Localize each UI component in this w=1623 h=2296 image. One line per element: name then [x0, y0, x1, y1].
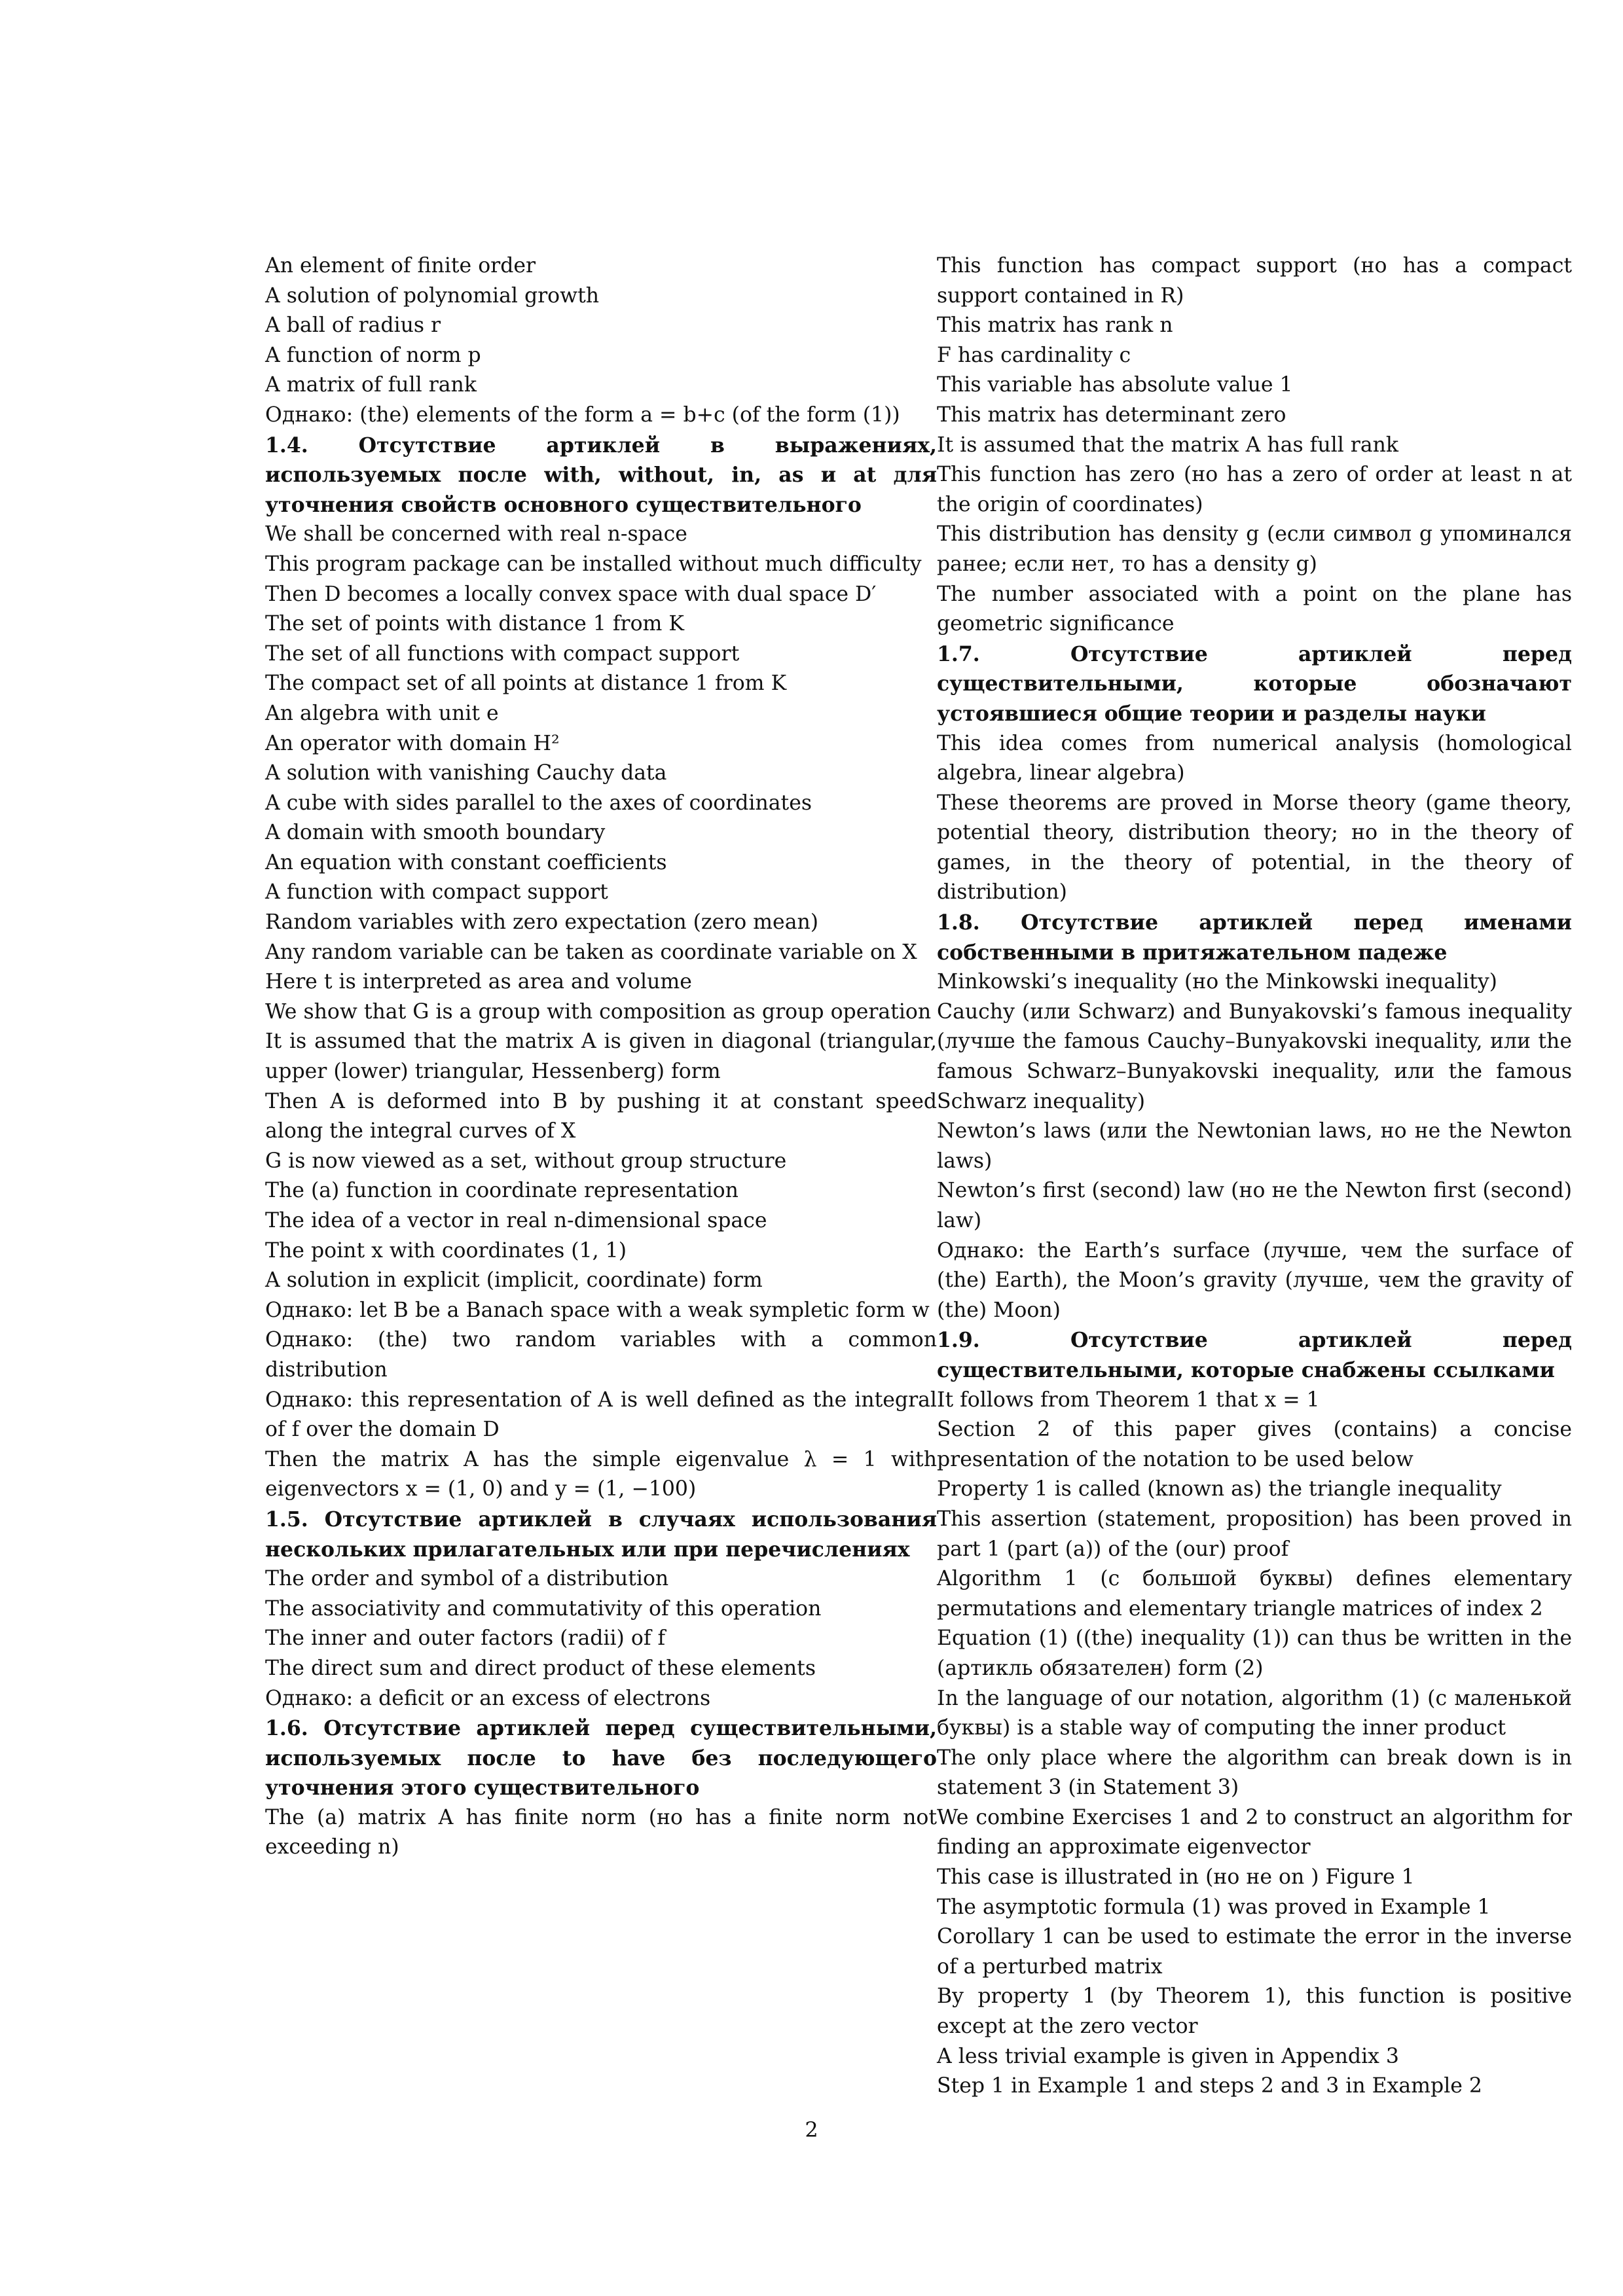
list-item: The point x with coordinates (1, 1) [265, 1238, 627, 1263]
list-item: It follows from Theorem 1 that x = 1 [937, 1388, 1320, 1412]
section-heading: 1.7. Отсутствие артиклей перед существительными, которые обозначают устоявшиеся общие теории и разделы науки [937, 641, 1572, 726]
list-item: This assertion (statement, proposition) has been proved in part 1 (part (a)) of the (our) proof [937, 1507, 1572, 1561]
list-item: Then A is deformed into B by pushing it at constant speed along the integral curves of X [265, 1089, 937, 1143]
list-item: A matrix of full rank [265, 373, 477, 397]
list-item: The set of all functions with compact support [265, 641, 740, 666]
list-item: We show that G is a group with composition as group operation [265, 999, 932, 1024]
list-item: A domain with smooth boundary [265, 821, 606, 845]
list-item: A cube with sides parallel to the axes of coordinates [265, 791, 812, 815]
section-heading: 1.5. Отсутствие артиклей в случаях использования нескольких прилагательных или при перечислениях [265, 1507, 937, 1562]
list-item: The inner and outer factors (radii) of f [265, 1626, 666, 1651]
list-item: F has cardinality c [937, 343, 1131, 367]
page-number: 2 [805, 2117, 818, 2142]
list-item: This function has compact support (но has a compact support contained in R) [937, 254, 1572, 308]
section-1-4 [265, 431, 937, 1505]
list-item: Algorithm 1 (с большой буквы) defines elementary permutations and elementary triangle matrices of index 2 [937, 1567, 1572, 1621]
list-item: The order and symbol of a distribution [265, 1567, 669, 1591]
list-item: The set of points with distance 1 from K [265, 612, 684, 636]
list-item: An operator with domain H² [265, 731, 560, 755]
list-item: Однако: this representation of A is well defined as the integral of f over the domain D [265, 1388, 937, 1442]
list-item: A function with compact support [265, 880, 608, 905]
list-item: The (a) function in coordinate representation [265, 1179, 739, 1203]
section-1-5 [265, 1505, 937, 1713]
list-item: A less trivial example is given in Appendix 3 [937, 2044, 1399, 2068]
list-item: Однако: let B be a Banach space with a weak sympletic form w [265, 1298, 930, 1322]
list-item: Property 1 is called (known as) the triangle inequality [937, 1477, 1502, 1501]
list-item: A solution in explicit (implicit, coordinate) form [265, 1268, 763, 1293]
list-item: This variable has absolute value 1 [937, 373, 1293, 397]
list-item: This matrix has rank n [937, 314, 1173, 338]
list-item: The idea of a vector in real n-dimensional space [265, 1209, 767, 1232]
section-1-9 [937, 1325, 1572, 2101]
list-item: The (a) matrix A has finite norm (но has a finite norm not exceeding n) [265, 1805, 937, 1859]
list-item: This idea comes from numerical analysis (homological algebra, linear algebra) [937, 731, 1572, 785]
list-item: A function of norm p [265, 343, 481, 367]
section-1-7 [937, 639, 1572, 908]
section-1-6 [265, 1713, 937, 1863]
list-item: Section 2 of this paper gives (contains) a concise presentation of the notation to be used below [937, 1418, 1572, 1471]
list-item: Here t is interpreted as area and volume [265, 970, 692, 994]
left-column [265, 251, 937, 1863]
list-item: This distribution has density g (если символ g упоминался ранее; если нет, то has a density g) [937, 522, 1572, 576]
list-item: Newton’s laws (или the Newtonian laws, но не the Newton laws) [937, 1119, 1572, 1173]
list-item: Однако: the Earth’s surface (лучше, чем the surface of (the) Earth), the Moon’s gravity (лучше, чем the gravity of (the) Moon) [937, 1238, 1572, 1322]
list-item: G is now viewed as a set, without group structure [265, 1149, 787, 1173]
intro-list [265, 251, 937, 431]
list-item: By property 1 (by Theorem 1), this function is positive except at the zero vector [937, 1984, 1572, 2039]
list-item: Equation (1) ((the) inequality (1)) can thus be written in the (артикль обязателен) form (2) [937, 1626, 1572, 1680]
list-item: These theorems are proved in Morse theory (game theory, potential theory, distribution theory; но in the theory of games, in the theory of potential, in the theory of distribution) [937, 791, 1572, 905]
list-item: A ball of radius r [265, 314, 441, 338]
list-item: The compact set of all points at distance 1 from K [265, 672, 787, 696]
list-item: An element of finite order [265, 254, 536, 278]
list-item: Corollary 1 can be used to estimate the error in the inverse of a perturbed matrix [937, 1925, 1572, 1979]
list-item: This matrix has determinant zero [937, 403, 1286, 427]
list-item: The direct sum and direct product of these elements [265, 1656, 816, 1680]
list-item: In the language of our notation, algorithm (1) (с маленькой буквы) is a stable way of computing the inner product [937, 1686, 1572, 1740]
list-item: It is assumed that the matrix A is given in diagonal (triangular, upper (lower) triangular, Hessenberg) form [265, 1030, 937, 1084]
list-item: This case is illustrated in (но не on ) Figure 1 [937, 1865, 1415, 1890]
list-item: Step 1 in Example 1 and steps 2 and 3 in Example 2 [937, 2074, 1482, 2098]
section-heading: 1.9. Отсутствие артиклей перед существительными, которые снабжены ссылками [937, 1328, 1572, 1382]
section-heading: 1.4. Отсутствие артиклей в выражениях, используемых после with, without, in, as и at для уточнения свойств основного существительного [265, 433, 937, 517]
list-item: Then D becomes a locally convex space with dual space D′ [265, 582, 877, 606]
list-item: The associativity and commutativity of this operation [265, 1596, 822, 1621]
list-item: An equation with constant coefficients [265, 850, 667, 874]
list-item: The only place where the algorithm can break down is in statement 3 (in Statement 3) [937, 1746, 1572, 1800]
list-item: Then the matrix A has the simple eigenvalue λ = 1 with eigenvectors x = (1, 0) and y = (1, −100) [265, 1447, 937, 1501]
list-item: This function has zero (но has a zero of order at least n at the origin of coordinates) [937, 463, 1572, 516]
list-item: The number associated with a point on the plane has geometric significance [937, 582, 1572, 636]
section-heading: 1.6. Отсутствие артиклей перед существительными, используемых после to have без последующего уточнения этого существительного [265, 1716, 937, 1801]
right-column [937, 251, 1572, 2102]
section-1-8 [937, 908, 1572, 1325]
list-item: It is assumed that the matrix A has full rank [937, 433, 1398, 457]
list-item: Cauchy (или Schwarz) and Bunyakovski’s famous inequality (лучше the famous Cauchy–Bunyakovski inequality, или the famous Schwarz–Bunyakovski inequality, или the famous Schwarz inequality) [937, 999, 1572, 1113]
list-item: The asymptotic formula (1) was proved in Example 1 [937, 1895, 1491, 1919]
list-item: Any random variable can be taken as coordinate variable on X [265, 940, 917, 964]
list-item: Newton’s first (second) law (но не the Newton first (second) law) [937, 1179, 1572, 1232]
list-item: Minkowski’s inequality (но the Minkowski inequality) [937, 970, 1497, 994]
list-item: We shall be concerned with real n-space [265, 522, 687, 547]
list-item: A solution of polynomial growth [265, 283, 600, 308]
list-item: We combine Exercises 1 and 2 to construct an algorithm for finding an approximate eigenvector [937, 1805, 1572, 1859]
list-item: A solution with vanishing Cauchy data [265, 761, 667, 785]
list-item: Random variables with zero expectation (zero mean) [265, 910, 819, 935]
list-item: This program package can be installed without much difficulty [265, 552, 922, 576]
list-item: An algebra with unit e [265, 701, 499, 725]
list-item: Однако: (the) elements of the form a = b+c (of the form (1)) [265, 403, 900, 427]
list-item: Однако: a deficit or an excess of electrons [265, 1686, 711, 1710]
section-heading: 1.8. Отсутствие артиклей перед именами собственными в притяжательном падеже [937, 910, 1572, 965]
list-item: Однако: (the) two random variables with a common distribution [265, 1328, 937, 1382]
section-1-6-continued [937, 251, 1572, 639]
